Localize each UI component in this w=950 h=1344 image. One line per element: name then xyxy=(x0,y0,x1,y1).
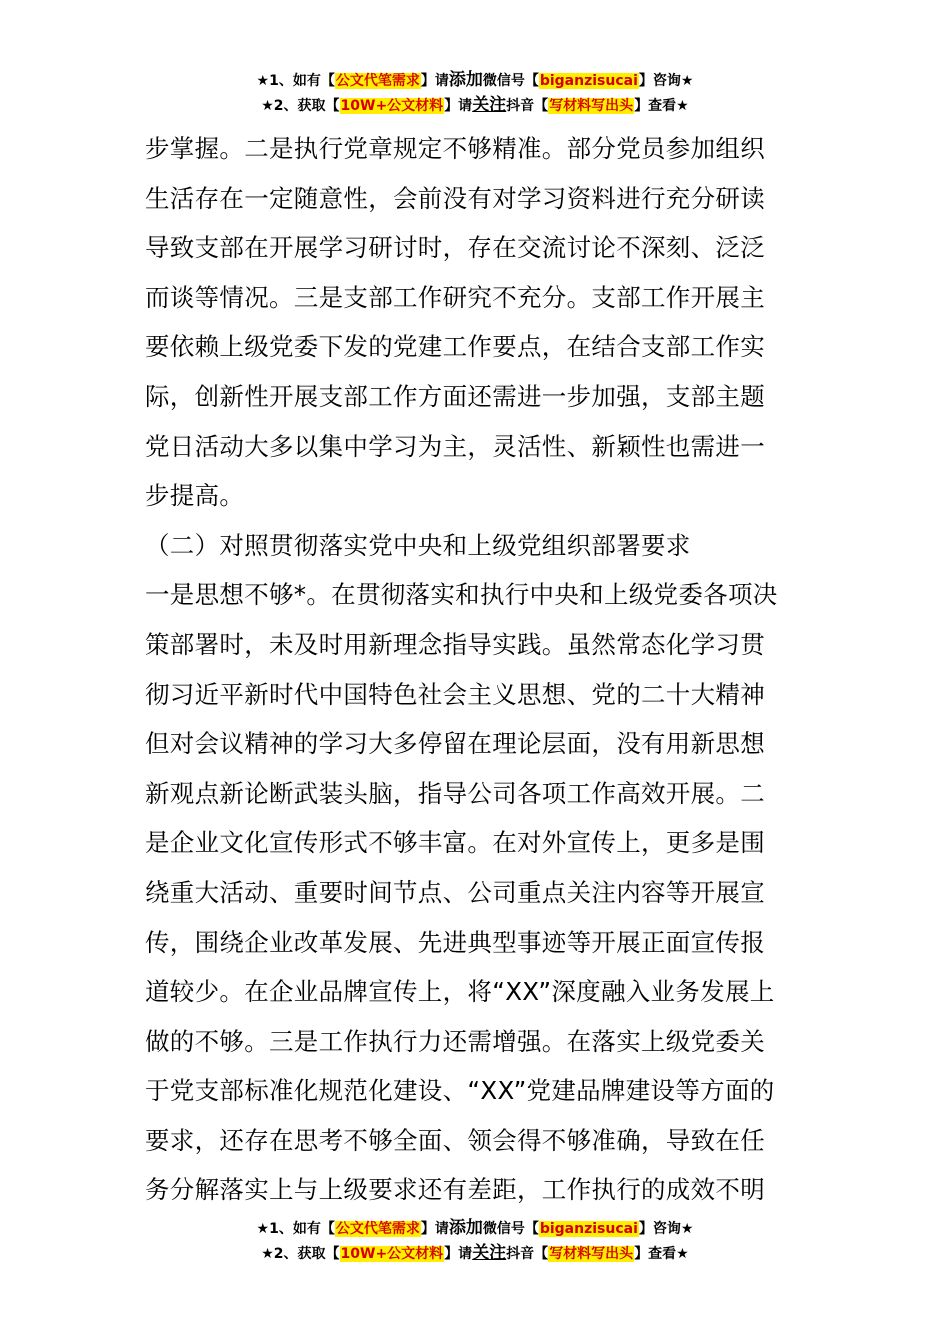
footer-banner xyxy=(0,1216,950,1266)
header-text: ★1、如有【 xyxy=(256,73,335,89)
body-line: 新观点新论断武装头脑，指导公司各项工作高效开展。二 xyxy=(145,778,765,808)
footer-text: ★1、如有【 xyxy=(256,1221,335,1237)
body-line: 生活存在一定随意性，会前没有对学习资料进行充分研读 xyxy=(145,183,765,213)
header-banner xyxy=(0,68,950,118)
body-line: 际，创新性开展支部工作方面还需进一步加强，支部主题 xyxy=(145,381,765,411)
footer-text: 】请 xyxy=(420,1221,449,1237)
footer-line-1 xyxy=(0,1216,950,1241)
body-line: 步提高。 xyxy=(145,481,245,511)
document-body xyxy=(145,124,825,1215)
body-line: 务分解落实上与上级要求还有差距，工作执行的成效不明 xyxy=(145,1175,765,1205)
footer-emphasis: 关注 xyxy=(472,1243,507,1263)
header-text: ★2、获取【 xyxy=(261,98,340,114)
section-heading: （二）对照贯彻落实党中央和上级党组织部署要求 xyxy=(145,530,691,560)
body-line: 党日活动大多以集中学习为主，灵活性、新颖性也需进一 xyxy=(145,431,765,461)
header-line-1 xyxy=(0,68,950,93)
header-text: 】咨询★ xyxy=(638,73,694,89)
body-line: 做的不够。三是工作执行力还需增强。在落实上级党委关 xyxy=(145,1026,765,1056)
header-emphasis: 关注 xyxy=(472,95,507,115)
body-line: 彻习近平新时代中国特色社会主义思想、党的二十大精神 xyxy=(145,679,765,709)
header-text: 微信号【 xyxy=(482,73,539,89)
header-text: 】请 xyxy=(420,73,449,89)
body-line: 是企业文化宣传形式不够丰富。在对外宣传上，更多是围 xyxy=(145,828,765,858)
footer-line-2 xyxy=(0,1241,950,1266)
header-emphasis: 添加 xyxy=(448,70,483,90)
footer-emphasis: 添加 xyxy=(448,1218,483,1238)
body-line: 但对会议精神的学习大多停留在理论层面，没有用新思想 xyxy=(145,729,765,759)
highlight-materials: 10W+公文材料 xyxy=(340,1246,444,1262)
header-text: 】请 xyxy=(444,98,473,114)
footer-text: 】请 xyxy=(444,1246,473,1262)
body-line: 一是思想不够*。在贯彻落实和执行中央和上级党委各项决 xyxy=(145,580,778,610)
footer-text: 抖音【 xyxy=(506,1246,549,1262)
body-line: 于党支部标准化规范化建设、“XX”党建品牌建设等方面的 xyxy=(145,1076,775,1106)
body-line: 策部署时，未及时用新理念指导实践。虽然常态化学习贯 xyxy=(145,629,765,659)
body-line: 道较少。在企业品牌宣传上，将“XX”深度融入业务发展上 xyxy=(145,977,775,1007)
highlight-douyin: 写材料写出头 xyxy=(549,98,634,114)
body-line: 传，围绕企业改革发展、先进典型事迹等开展正面宣传报 xyxy=(145,927,765,957)
body-line: 要求，还存在思考不够全面、领会得不够准确，导致在任 xyxy=(145,1125,765,1155)
footer-text: 】查看★ xyxy=(634,1246,689,1262)
footer-text: ★2、获取【 xyxy=(261,1246,340,1262)
highlight-douyin: 写材料写出头 xyxy=(549,1246,634,1262)
body-line: 步掌握。二是执行党章规定不够精准。部分党员参加组织 xyxy=(145,134,765,163)
body-line: 绕重大活动、重要时间节点、公司重点关注内容等开展宣 xyxy=(145,877,765,907)
header-text: 抖音【 xyxy=(506,98,549,114)
highlight-service: 公文代笔需求 xyxy=(335,73,420,89)
body-line: 要依赖上级党委下发的党建工作要点，在结合支部工作实 xyxy=(145,332,765,362)
highlight-service: 公文代笔需求 xyxy=(335,1221,420,1237)
footer-text: 微信号【 xyxy=(482,1221,539,1237)
highlight-wechat-id: biganzisucai xyxy=(539,73,638,89)
body-line: 导致支部在开展学习研讨时，存在交流讨论不深刻、泛泛 xyxy=(145,233,765,263)
body-line: 而谈等情况。三是支部工作研究不充分。支部工作开展主 xyxy=(145,282,765,312)
footer-text: 】咨询★ xyxy=(638,1221,694,1237)
highlight-materials: 10W+公文材料 xyxy=(340,98,444,114)
header-text: 】查看★ xyxy=(634,98,689,114)
header-line-2 xyxy=(0,93,950,118)
highlight-wechat-id: biganzisucai xyxy=(539,1221,638,1237)
